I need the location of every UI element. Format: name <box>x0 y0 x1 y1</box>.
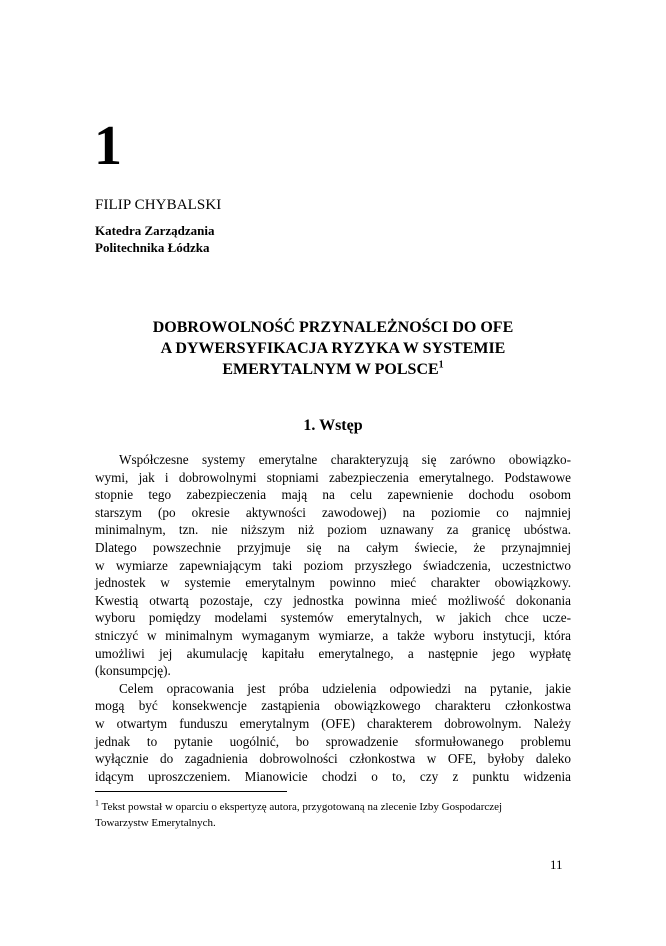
body-line: jednostek w systemie emerytalnym powinno mieć charakter obowiązkowy. <box>95 575 571 591</box>
footnote-line-2: Towarzystw Emerytalnych. <box>95 817 216 829</box>
body-line: umożliwi jej akumulację kapitału emerytalnego, a następnie jego wypłatę <box>95 645 571 661</box>
body-line: starszym (po okresie aktywności zawodowej) na poziomie co najmniej <box>95 504 571 520</box>
body-line: w wymiarze zapewniającym taki poziom przyszłego świadczenia, uczestnictwo <box>95 557 571 573</box>
body-line: stopnie tego zabezpieczenia mają na celu zapewnienie dochodu osobom <box>95 487 571 503</box>
author-name: FILIP CHYBALSKI <box>95 197 222 213</box>
chapter-title <box>95 317 571 380</box>
body-line: wyboru pomiędzy modelami systemów emerytalnych, w jakich chce ucze- <box>95 610 571 626</box>
footnote-line-1 <box>95 799 571 815</box>
title-line-2: A DYWERSYFIKACJA RYZYKA W SYSTEMIE <box>160 340 506 357</box>
body-line: Celem opracowania jest próba udzielenia odpowiedzi na pytanie, jakie <box>119 680 571 696</box>
body-line: minimalnym, tzn. nie niższym niż poziom uznawany za granicę ubóstwa. <box>95 522 571 538</box>
body-line: w otwartym funduszu emerytalnym (OFE) charakterem dobrowolnym. Należy <box>95 715 571 731</box>
body-line: stniczyć w minimalnym wymaganym wymiarze, a także wyboru instytucji, która <box>95 627 571 643</box>
body-text <box>95 451 571 785</box>
title-line-1: DOBROWOLNOŚĆ PRZYNALEŻNOŚCI DO OFE <box>152 319 514 336</box>
title-line-3-text: EMERYTALNYM W POLSCE <box>222 361 439 378</box>
footnote-text-1: Tekst powstał w oparciu o ekspertyzę autora, przygotowaną na zlecenie Izby Gospodarczej <box>99 801 503 813</box>
author-affiliation <box>95 222 215 256</box>
body-line: wymi, jak i dobrowolnymi stopniami zabezpieczenia emerytalnego. Podstawowe <box>95 469 571 485</box>
body-line: (konsumpcję). <box>95 663 171 679</box>
affiliation-university: Politechnika Łódzka <box>95 240 210 255</box>
body-line: wyłącznie do zagadnienia dobrowolności członkostwa w OFE, byłoby daleko <box>95 751 571 767</box>
body-line: idącym uproszczeniem. Mianowicie chodzi o to, czy z punktu widzenia <box>95 768 571 784</box>
footnote <box>95 799 571 831</box>
body-line: Współczesne systemy emerytalne charakteryzują się zarówno obowiązko- <box>119 452 571 467</box>
title-footnote-mark: 1 <box>438 359 444 371</box>
body-line: jednak to pytanie uogólnić, bo sprowadzenie sformułowanego problemu <box>95 733 571 749</box>
affiliation-department: Katedra Zarządzania <box>95 223 215 238</box>
body-line: Dlatego powszechnie przyjmuje się na całym świecie, że przynajmniej <box>95 539 571 555</box>
footnote-separator <box>95 791 287 792</box>
footnote-mark: 1 <box>95 798 99 808</box>
body-line: Kwestią otwartą pozostaje, czy jednostka powinna mieć możliwość dokonania <box>95 592 571 608</box>
title-line-3 <box>95 359 571 380</box>
body-line: mogą być konsekwencje zastąpienia obowiązkowego charakteru członkostwa <box>95 698 571 714</box>
section-heading: 1. Wstęp <box>303 417 363 434</box>
chapter-number: 1 <box>94 115 122 177</box>
page-number: 11 <box>550 857 563 872</box>
